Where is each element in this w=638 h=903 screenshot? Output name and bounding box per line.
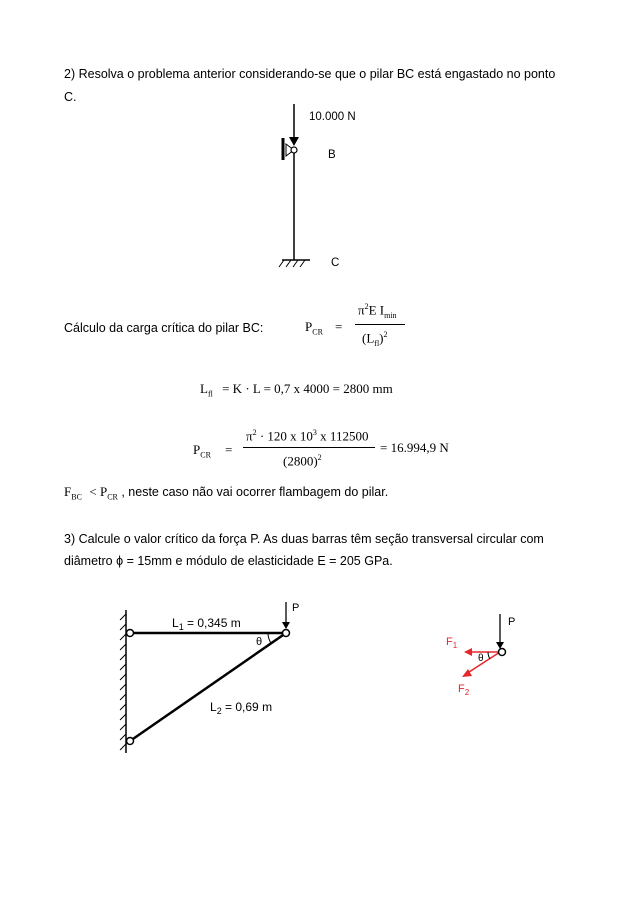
pcr-numeric-numerator: $\pi^2 \cdot 120$ x $10^3$ x 112500 (246, 428, 369, 444)
euler-numerator: $\pi^2E$ $I_{min}$ (358, 302, 397, 320)
bar-l2 (130, 633, 286, 741)
theta-arc (268, 633, 271, 643)
pcr-symbol: P (305, 319, 313, 334)
theta-label: θ (256, 636, 263, 648)
calc-intro: Cálculo da carga crítica do pilar BC: (64, 321, 264, 335)
f1-label: $F_1$ (446, 636, 458, 650)
lfl-equation: $L_{fl} = K \cdot L = 0,7$ x 4000 = 2800 mm (200, 381, 393, 399)
fbd-theta-label: θ (478, 653, 484, 664)
load-arrowhead (289, 137, 299, 146)
load-p-label: P (292, 602, 300, 614)
question-3-text-line2: diâmetro ϕ = 15mm e módulo de elasticidade E = 205 GPa. (64, 554, 393, 568)
pcr-subscript: CR (312, 327, 323, 337)
l2-label: $L_2 = 0,69$ m (210, 700, 273, 716)
l1-label: $L_1 = 0,345$ m (172, 616, 241, 632)
column-bc-figure (270, 100, 380, 272)
euler-fraction-bar (355, 324, 405, 325)
pcr-numeric-equals: = (225, 442, 233, 457)
pcr-numeric-fraction-bar (243, 447, 375, 448)
load-label: 10.000 N (309, 111, 356, 123)
question-2-text-line1: 2) Resolva o problema anterior considerando-se que o pilar BC está engastado no ponto (64, 67, 556, 81)
pin-joint (283, 630, 290, 637)
question-3-text-line1: 3) Calcule o valor crítico da força P. As duas barras têm seção transversal circular com (64, 532, 544, 546)
fbd-p-label: P (508, 616, 516, 628)
pcr-numeric-result: = 16.994,9 N (380, 440, 449, 455)
free-body-diagram (440, 610, 540, 705)
pin-bottom-left (127, 738, 134, 745)
question-2-text-line2: C. (64, 90, 77, 104)
point-b-label: B (328, 149, 336, 161)
pin-top-left (127, 630, 134, 637)
pcr-numeric-denominator: $(2800)^2$ (283, 453, 322, 469)
pin-b (291, 147, 297, 153)
pcr-numeric-lhs: $P_{CR}$ (193, 442, 211, 460)
f2-label: $F_2$ (458, 683, 470, 697)
fbd-pin (499, 649, 506, 656)
euler-denominator: $(L_{fl})^2$ (362, 330, 388, 348)
truss-figure (110, 598, 310, 758)
pcr-formula-lhs (305, 319, 323, 337)
pcr-equals: = (335, 319, 343, 334)
conclusion-line: $F_{BC} < P_{CR}$ , neste caso não vai ocorrer flambagem do pilar. (64, 484, 389, 502)
point-c-label: C (331, 257, 340, 269)
